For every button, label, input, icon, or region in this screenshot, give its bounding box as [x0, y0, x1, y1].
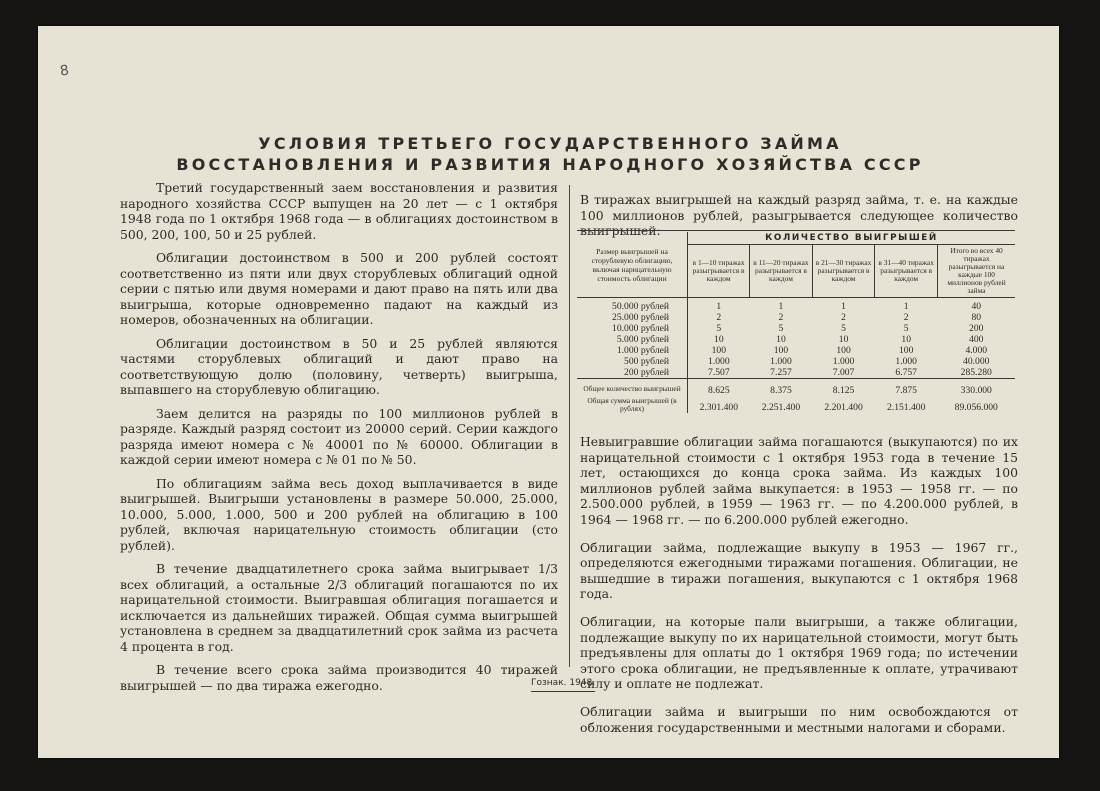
table-cell: 10 [776, 334, 786, 345]
table-row [577, 323, 1015, 334]
table-cell: 1.000 [895, 356, 917, 367]
sub-header: в 11—20 тиражах разыгрывается в каждом [750, 245, 813, 298]
table-cell: 1.000 [770, 356, 792, 367]
prize-size: 10.000 рублей [577, 323, 688, 334]
table-cell: 4.000 [965, 345, 988, 356]
table-cell: 5 [903, 323, 909, 334]
left-paragraph: В течение двадцатилетнего срока займа выигрывает 1/3 всех облигаций, а остальные 2/3 облигаций погашаются по их нарицательной стоимости. Выигравшая облигация погашается и исключается из дальнейших тиражей. Общая сумма выигрышей установлена в среднем за двадцатилетний срок займа из расчета 4 процента в год. [120, 561, 558, 654]
table-cell: 1.000 [832, 356, 855, 367]
table-cell: 10 [901, 334, 911, 345]
prize-size: 200 рублей [577, 367, 688, 379]
left-paragraph: Третий государственный заем восстановления и развития народного хозяйства СССР выпущен на 20 лет — с 1 октября 1948 года по 1 октября 1968 года — в облигациях достоинством в 500, 200, 100, 50 и 25 рублей. [120, 180, 558, 242]
title-line-2: ВОССТАНОВЛЕНИЯ И РАЗВИТИЯ НАРОДНОГО ХОЗЯЙСТВА СССР [176, 155, 924, 174]
table-cell: 400 [969, 334, 984, 345]
table-cell: 40.000 [963, 356, 990, 367]
prize-size: 500 рублей [577, 356, 688, 367]
title-line-1: УСЛОВИЯ ТРЕТЬЕГО ГОСУДАРСТВЕННОГО ЗАЙМА [258, 134, 842, 153]
sub-header: Итого во всех 40 тиражах разыгрывается на каждые 100 миллионов рублей займа [938, 245, 1016, 298]
table-cell: 1 [716, 301, 722, 312]
left-paragraph: Заем делится на разряды по 100 миллионов рублей в разряде. Каждый разряд состоит из 20000 серий. Серии каждого разряда имеют номера с № 40001 по № 60000. Облигации в каждой серии имеют номера с № 01 по № 50. [120, 405, 558, 467]
right-intro-text: В тиражах выигрышей на каждый разряд займа, т. е. на каждые 100 миллионов рублей, разыгрывается следующее количество [580, 192, 1018, 223]
table-cell: 1 [841, 301, 846, 312]
column-divider [569, 185, 570, 667]
pencil-mark: 8 [58, 62, 70, 80]
table-row [577, 312, 1015, 323]
sub-header: в 1—10 тиражах разыгрывается в каждом [688, 245, 750, 298]
table-cell: 1.000 [708, 356, 730, 367]
group-header: КОЛИЧЕСТВО ВЫИГРЫШЕЙ [688, 232, 1016, 245]
sub-header: в 31—40 тиражах разыгрывается в каждом [875, 245, 938, 298]
table-cell: 200 [969, 323, 984, 334]
table-cell: 89.056.000 [954, 402, 998, 413]
right-paragraph: Облигации займа, подлежащие выкупу в 1953 — 1967 гг., определяются ежегодными тиражами погашения. Облигации, не вышедшие в тиражи погашения, выкупаются с 1 октября 1968 года. [580, 539, 1018, 602]
table-row [577, 298, 1015, 313]
table-cell: 100 [898, 345, 914, 356]
table-cell: 285.280 [960, 367, 992, 378]
table-cell: 7.875 [875, 379, 938, 397]
prize-size: 5.000 рублей [577, 334, 688, 345]
table-cell: 2.201.400 [824, 402, 863, 413]
left-paragraph: В течение всего срока займа производится 40 тиражей выигрышей — по два тиража ежегодно. [120, 662, 558, 693]
table-row [577, 334, 1015, 345]
prize-size: 1.000 рублей [577, 345, 688, 356]
table-cell: 7.507 [708, 367, 730, 378]
table-cell: 2 [903, 312, 909, 323]
printer-imprint: Гознак. 1948. [531, 678, 595, 692]
prize-size: 25.000 рублей [577, 312, 688, 323]
total-sum-row [577, 396, 1015, 413]
sub-header: в 21—30 тиражах разыгрывается в каждом [812, 245, 875, 298]
right-paragraph: Облигации займа и выигрыши по ним освобождаются от обложения государственными и местными налогами и сборами. [580, 704, 1018, 735]
table-cell: 2.151.400 [887, 402, 926, 413]
left-paragraph: Облигации достоинством в 500 и 200 рублей состоят соответственно из пяти или двух сторублевых облигаций одной серии с пятью или двумя номерами и дают право на пять или два выигрыша, которые одновременно падают на каждый из номеров, обозначенных на облигации. [120, 250, 558, 327]
table-cell: 100 [773, 345, 789, 356]
table-cell: 8.625 [688, 379, 750, 397]
prize-table [577, 232, 1015, 413]
left-paragraph: По облигациям займа весь доход выплачивается в виде выигрышей. Выигрыши установлены в размере 50.000, 25.000, 10.000, 5.000, 1.000, 500 и 200 рублей на облигацию в 100 рублей, включая нарицательную стоимость облигации (сто рублей). [120, 475, 558, 553]
table-cell: 1 [778, 301, 784, 312]
table-cell: 2 [778, 312, 784, 323]
right-paragraph: Невыигравшие облигации займа погашаются (выкупаются) по их нарицательной стоимости с 1 октября 1953 года в течение 15 лет, остающихся до конца срока займа. Из каждых 100 миллионов рублей займа выкупается: в 1953 — 1958 гг. — по 2.500.000 рублей, в 1959 — 1963 гг. — по 4.200.000 рублей, в 1964 — 1968 гг. — по 6.200.000 рублей ежегодно. [580, 434, 1018, 527]
table-cell: 10 [714, 334, 724, 345]
table-cell: 8.125 [812, 379, 875, 397]
table-cell: 100 [711, 345, 727, 356]
right-paragraph: Облигации, на которые пали выигрыши, а также облигации, подлежащие выкупу по их нарицательной стоимости, могут быть предъявлены для оплаты до 1 октября 1969 года; по истечении этого срока облигации, не предъявленные к оплате, утрачивают силу и оплате не подлежат. [580, 614, 1018, 692]
total-sum-label: Общая сумма выигрышей (в рублях) [577, 396, 688, 413]
table-cell: 40 [971, 301, 982, 312]
table-cell: 1 [903, 301, 909, 312]
right-column [580, 422, 1018, 747]
table-cell: 2 [841, 312, 846, 323]
left-column [120, 180, 558, 701]
table-cell: 2.301.400 [699, 402, 739, 413]
table-cell: 8.375 [750, 379, 813, 397]
table-top-rule [577, 230, 1015, 231]
size-header: Размер выигрышей на сторублевую облигацию, включая нарицательную стоимость облигации [577, 232, 688, 298]
table-cell: 5 [716, 323, 722, 334]
total-count-row [577, 379, 1015, 397]
table-cell: 100 [836, 345, 851, 356]
table-cell: 2 [716, 312, 722, 323]
left-paragraph: Облигации достоинством в 50 и 25 рублей являются частями сторублевых облигаций и дают право на соответствующую долю (половину, четверть) выигрыша, выпавшего на сторублевую облигацию. [120, 335, 558, 397]
table-cell: 330.000 [938, 379, 1016, 397]
table-cell: 7.257 [770, 367, 792, 378]
table-row [577, 367, 1015, 379]
table-cell: 10 [838, 334, 849, 345]
table-row [577, 345, 1015, 356]
table-cell: 80 [971, 312, 982, 323]
table-cell: 6.757 [895, 367, 917, 378]
table-row [577, 356, 1015, 367]
prize-size: 50.000 рублей [577, 298, 688, 313]
table-cell: 5 [841, 323, 846, 334]
table-cell: 2.251.400 [761, 402, 801, 413]
table-cell: 5 [778, 323, 784, 334]
total-count-label: Общее количество выигрышей [577, 379, 688, 397]
table-cell: 7.007 [832, 367, 855, 378]
